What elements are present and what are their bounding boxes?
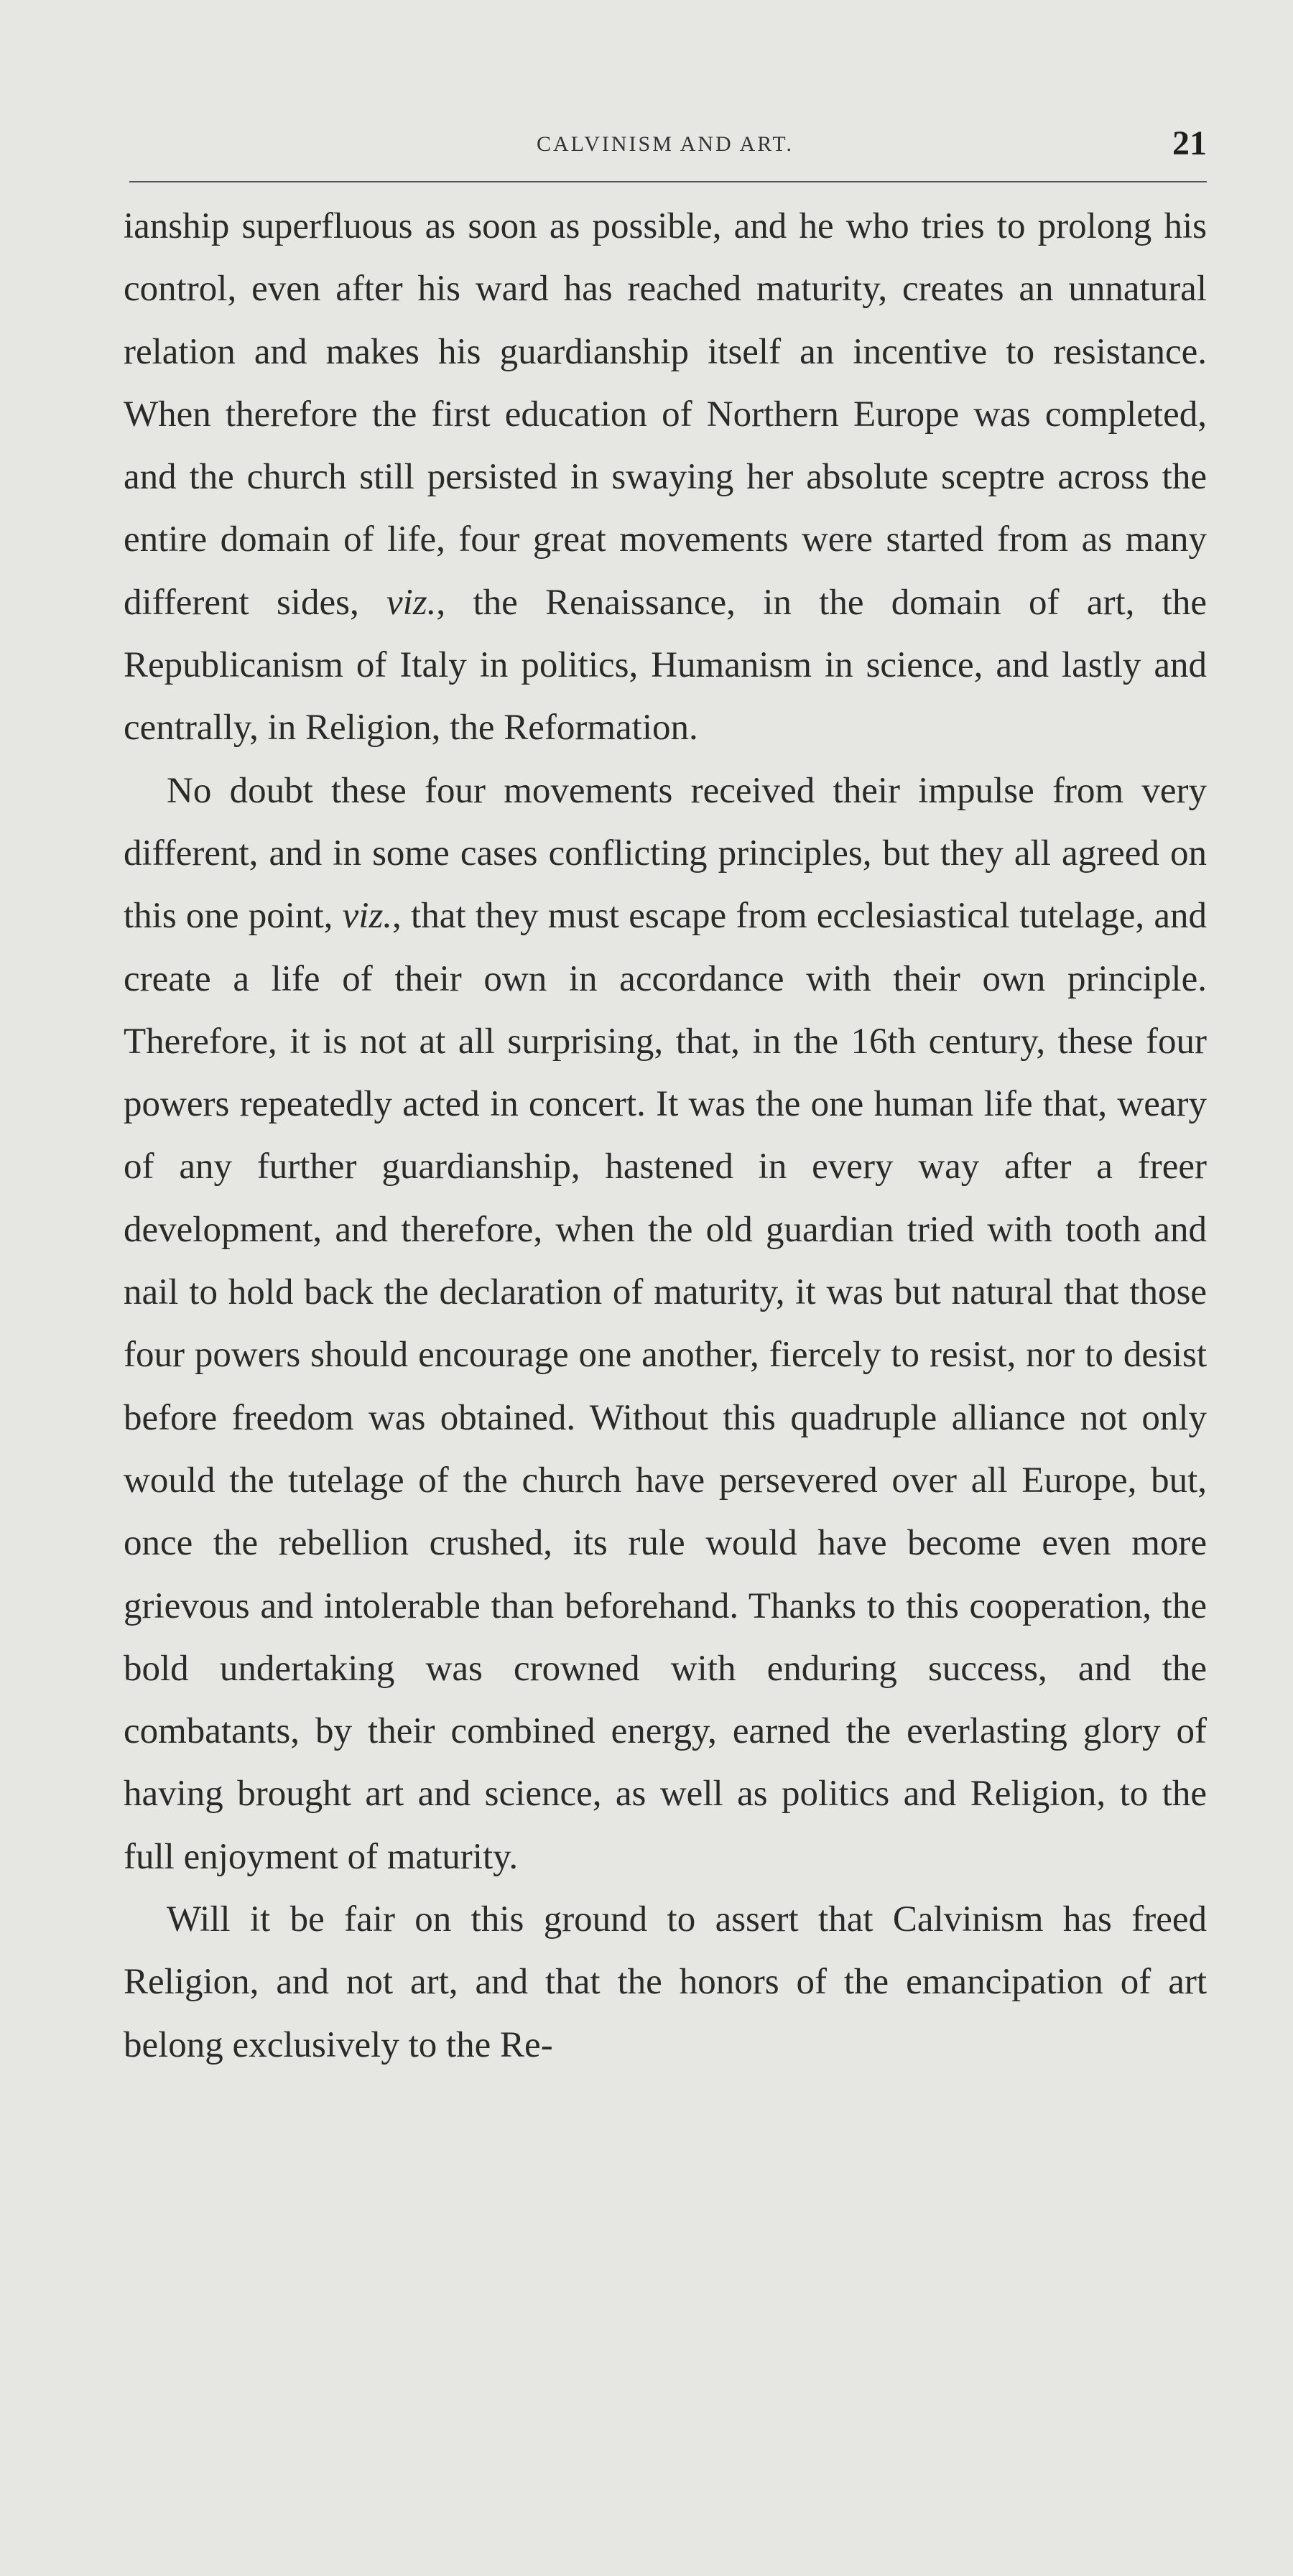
italic-abbreviation: viz. [342,896,393,937]
book-page [124,122,1207,2077]
paragraph-text: , that they must escape from ecclesiastical tutelage, and create a life of their own in accordance with their own principle. Therefore, it is not at all surprising, that, in the 16th century, these four powers repeatedly acted in concert. It was the one human life that, weary of any further guardianship, hastened in every way after a freer development, and therefore, when the old guardian tried with tooth and nail to hold back the declaration of maturity, it was but natural that those four powers should encourage one another, fiercely to resist, nor to desist before freedom was obtained. Without this quadruple alliance not only would the tutelage of the church have persevered over all Europe, but, once the rebellion crushed, its rule would have become even more grievous and intolerable than beforehand. Thanks to this cooperation, the bold undertaking was crowned with enduring success, and the combatants, by their combined energy, earned the everlasting glory of having brought art and science, as well as politics and Religion, to the full enjoyment of maturity. [124,896,1207,1877]
italic-abbreviation: viz. [386,582,437,623]
paragraph-text: , the Renaissance, in the domain of art, the Republicanism of Italy in politics, Humanism in science, and lastly and centrally, in Religion, the Reformation. [124,582,1207,749]
paragraph-text: Will it be fair on this ground to assert that Calvinism has freed Religion, and not art, and that the honors of the emancipation of art belong exclusively to the Re- [124,1899,1207,2065]
paragraph-2 [124,760,1207,1889]
page-number: 21 [1172,124,1207,162]
page-header [124,122,1207,182]
paragraph-3 [124,1889,1207,2077]
paragraph-text: ianship superfluous as soon as possible, and he who tries to prolong his control, even after his ward has reached maturity, creates an unnatural relation and makes his guardianship itself an incentive to resistance. When therefore the first education of Northern Europe was completed, and the church still persisted in swaying her absolute sceptre across the entire domain of life, four great movements were started from as many different sides, [124,206,1207,623]
paragraph-1 [124,195,1207,760]
header-rule [129,181,1207,182]
paragraph-text: No doubt these four movements received their impulse from very different, and in some cases conflicting principles, but they all agreed on this one point, [124,770,1207,937]
running-title: CALVINISM AND ART. [536,132,794,156]
body-text [124,195,1207,2077]
